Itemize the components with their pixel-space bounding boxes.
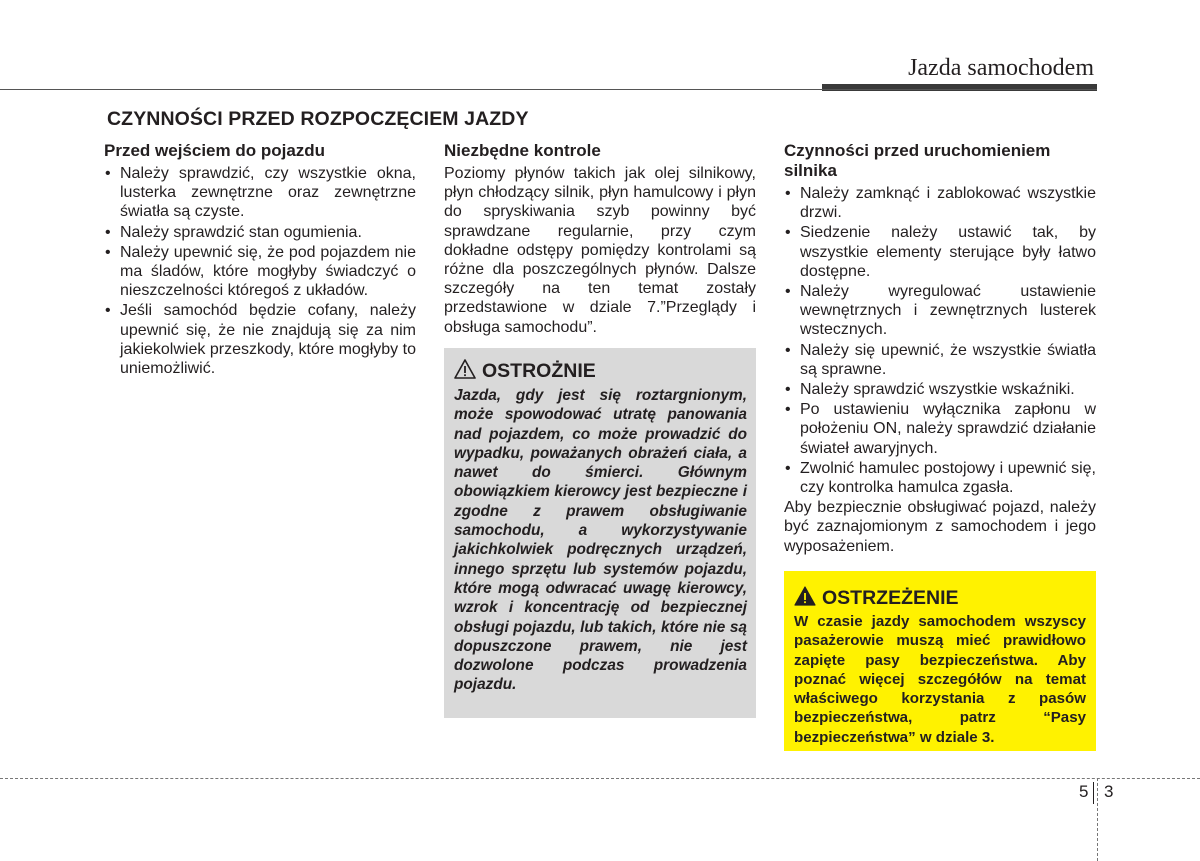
list-item: • Należy sprawdzić wszystkie wskaźniki. (784, 380, 1096, 399)
caution-title-text: OSTROŻNIE (482, 360, 596, 382)
column-necessary-checks (444, 141, 756, 337)
page-number: 3 (1104, 782, 1114, 801)
list-item: • Zwolnić hamulec postojowy i upewnić się, czy kontrolka hamulca zgasła. (784, 459, 1096, 497)
col3-list (784, 184, 1096, 497)
column-before-entering (104, 141, 416, 379)
list-item: • Należy się upewnić, że wszystkie światła są sprawne. (784, 341, 1096, 379)
section-title: CZYNNOŚCI PRZED ROZPOCZĘCIEM JAZDY (107, 108, 529, 130)
col2-paragraph: Poziomy płynów takich jak olej silnikowy, płyn chłodzący silnik, płyn hamulcowy i płyn do spryskiwania szyb powinny być sprawdzane regularnie, przy czym dokładne odstępy pomiędzy kontrolami są różne dla poszczególnych płynów. Dalsze szczegóły na ten temat zostały przedstawione w dziale 7.”Przeglądy i obsługa samochodu”. (444, 165, 756, 336)
col3-paragraph: Aby bezpiecznie obsługiwać pojazd, należy być zaznajomionym z samochodem i jego wyposażeniem. (784, 499, 1096, 555)
list-item: • Należy wyregulować ustawienie wewnętrznych i zewnętrznych lusterek wstecznych. (784, 282, 1096, 340)
warning-triangle-icon (454, 359, 476, 379)
warning-triangle-icon (794, 586, 816, 606)
caution-title (454, 359, 596, 383)
page-number-separator (1093, 782, 1094, 804)
footer-vertical-divider (1097, 778, 1098, 861)
list-item: • Jeśli samochód będzie cofany, należy upewnić się, że nie znajdują się za nim jakiekolwiek przeszkody, które mogłyby to uniemożliwić. (104, 301, 416, 378)
list-item: • Należy sprawdzić stan ogumienia. (104, 223, 416, 242)
warning-box (784, 571, 1096, 751)
running-header: Jazda samochodem (908, 55, 1094, 81)
list-item: • Siedzenie należy ustawić tak, by wszystkie elementy sterujące były łatwo dostępne. (784, 223, 1096, 281)
warning-title (794, 586, 959, 610)
warning-title-text: OSTRZEŻENIE (822, 587, 959, 609)
chapter-number: 5 (1079, 782, 1089, 801)
list-item: • Należy zamknąć i zablokować wszystkie drzwi. (784, 184, 1096, 222)
footer-divider (0, 778, 1200, 779)
caution-text: Jazda, gdy jest się roztargnionym, może spowodować utratę panowania nad pojazdem, co może prowadzić do wypadku, poważanych obrażeń ciała, a nawet do śmierci. Głównym obowiązkiem kierowcy jest bezpieczne i zgodne z prawem obsługiwanie samochodu, a wykorzystywanie jakichkolwiek podręcznych urządzeń, innego sprzętu lub systemów pojazdu, które mogą odwracać uwagę kierowcy, wzrok i koncentrację od bezpiecznej obsługi pojazdu, lub takich, które nie są dopuszczone prawem, nie jest dozwolone podczas prowadzenia pojazdu. (454, 387, 747, 694)
caution-box (444, 348, 756, 718)
col1-list (104, 164, 416, 378)
list-item: • Po ustawieniu wyłącznika zapłonu w położeniu ON, należy sprawdzić działanie świateł awaryjnych. (784, 400, 1096, 458)
list-item: • Należy sprawdzić, czy wszystkie okna, lusterka zewnętrzne oraz zewnętrzne światła są czyste. (104, 164, 416, 222)
col3-heading: Czynności przed uruchomieniem silnika (784, 141, 1051, 180)
col1-heading: Przed wejściem do pojazdu (104, 141, 326, 160)
col2-heading: Niezbędne kontrole (444, 141, 601, 160)
list-item: • Należy upewnić się, że pod pojazdem nie ma śladów, które mogłyby świadczyć o nieszczelności któregoś z układów. (104, 243, 416, 301)
warning-text: W czasie jazdy samochodem wszyscy pasażerowie muszą mieć prawidłowo zapięte pasy bezpieczeństwa. Aby poznać więcej szczegółów na temat właściwego korzystania z pasów bezpieczeństwa, patrz “Pasy bezpieczeństwa” w dziale 3. (794, 613, 1086, 746)
header-line (0, 89, 1097, 90)
column-before-starting-engine (784, 141, 1096, 556)
